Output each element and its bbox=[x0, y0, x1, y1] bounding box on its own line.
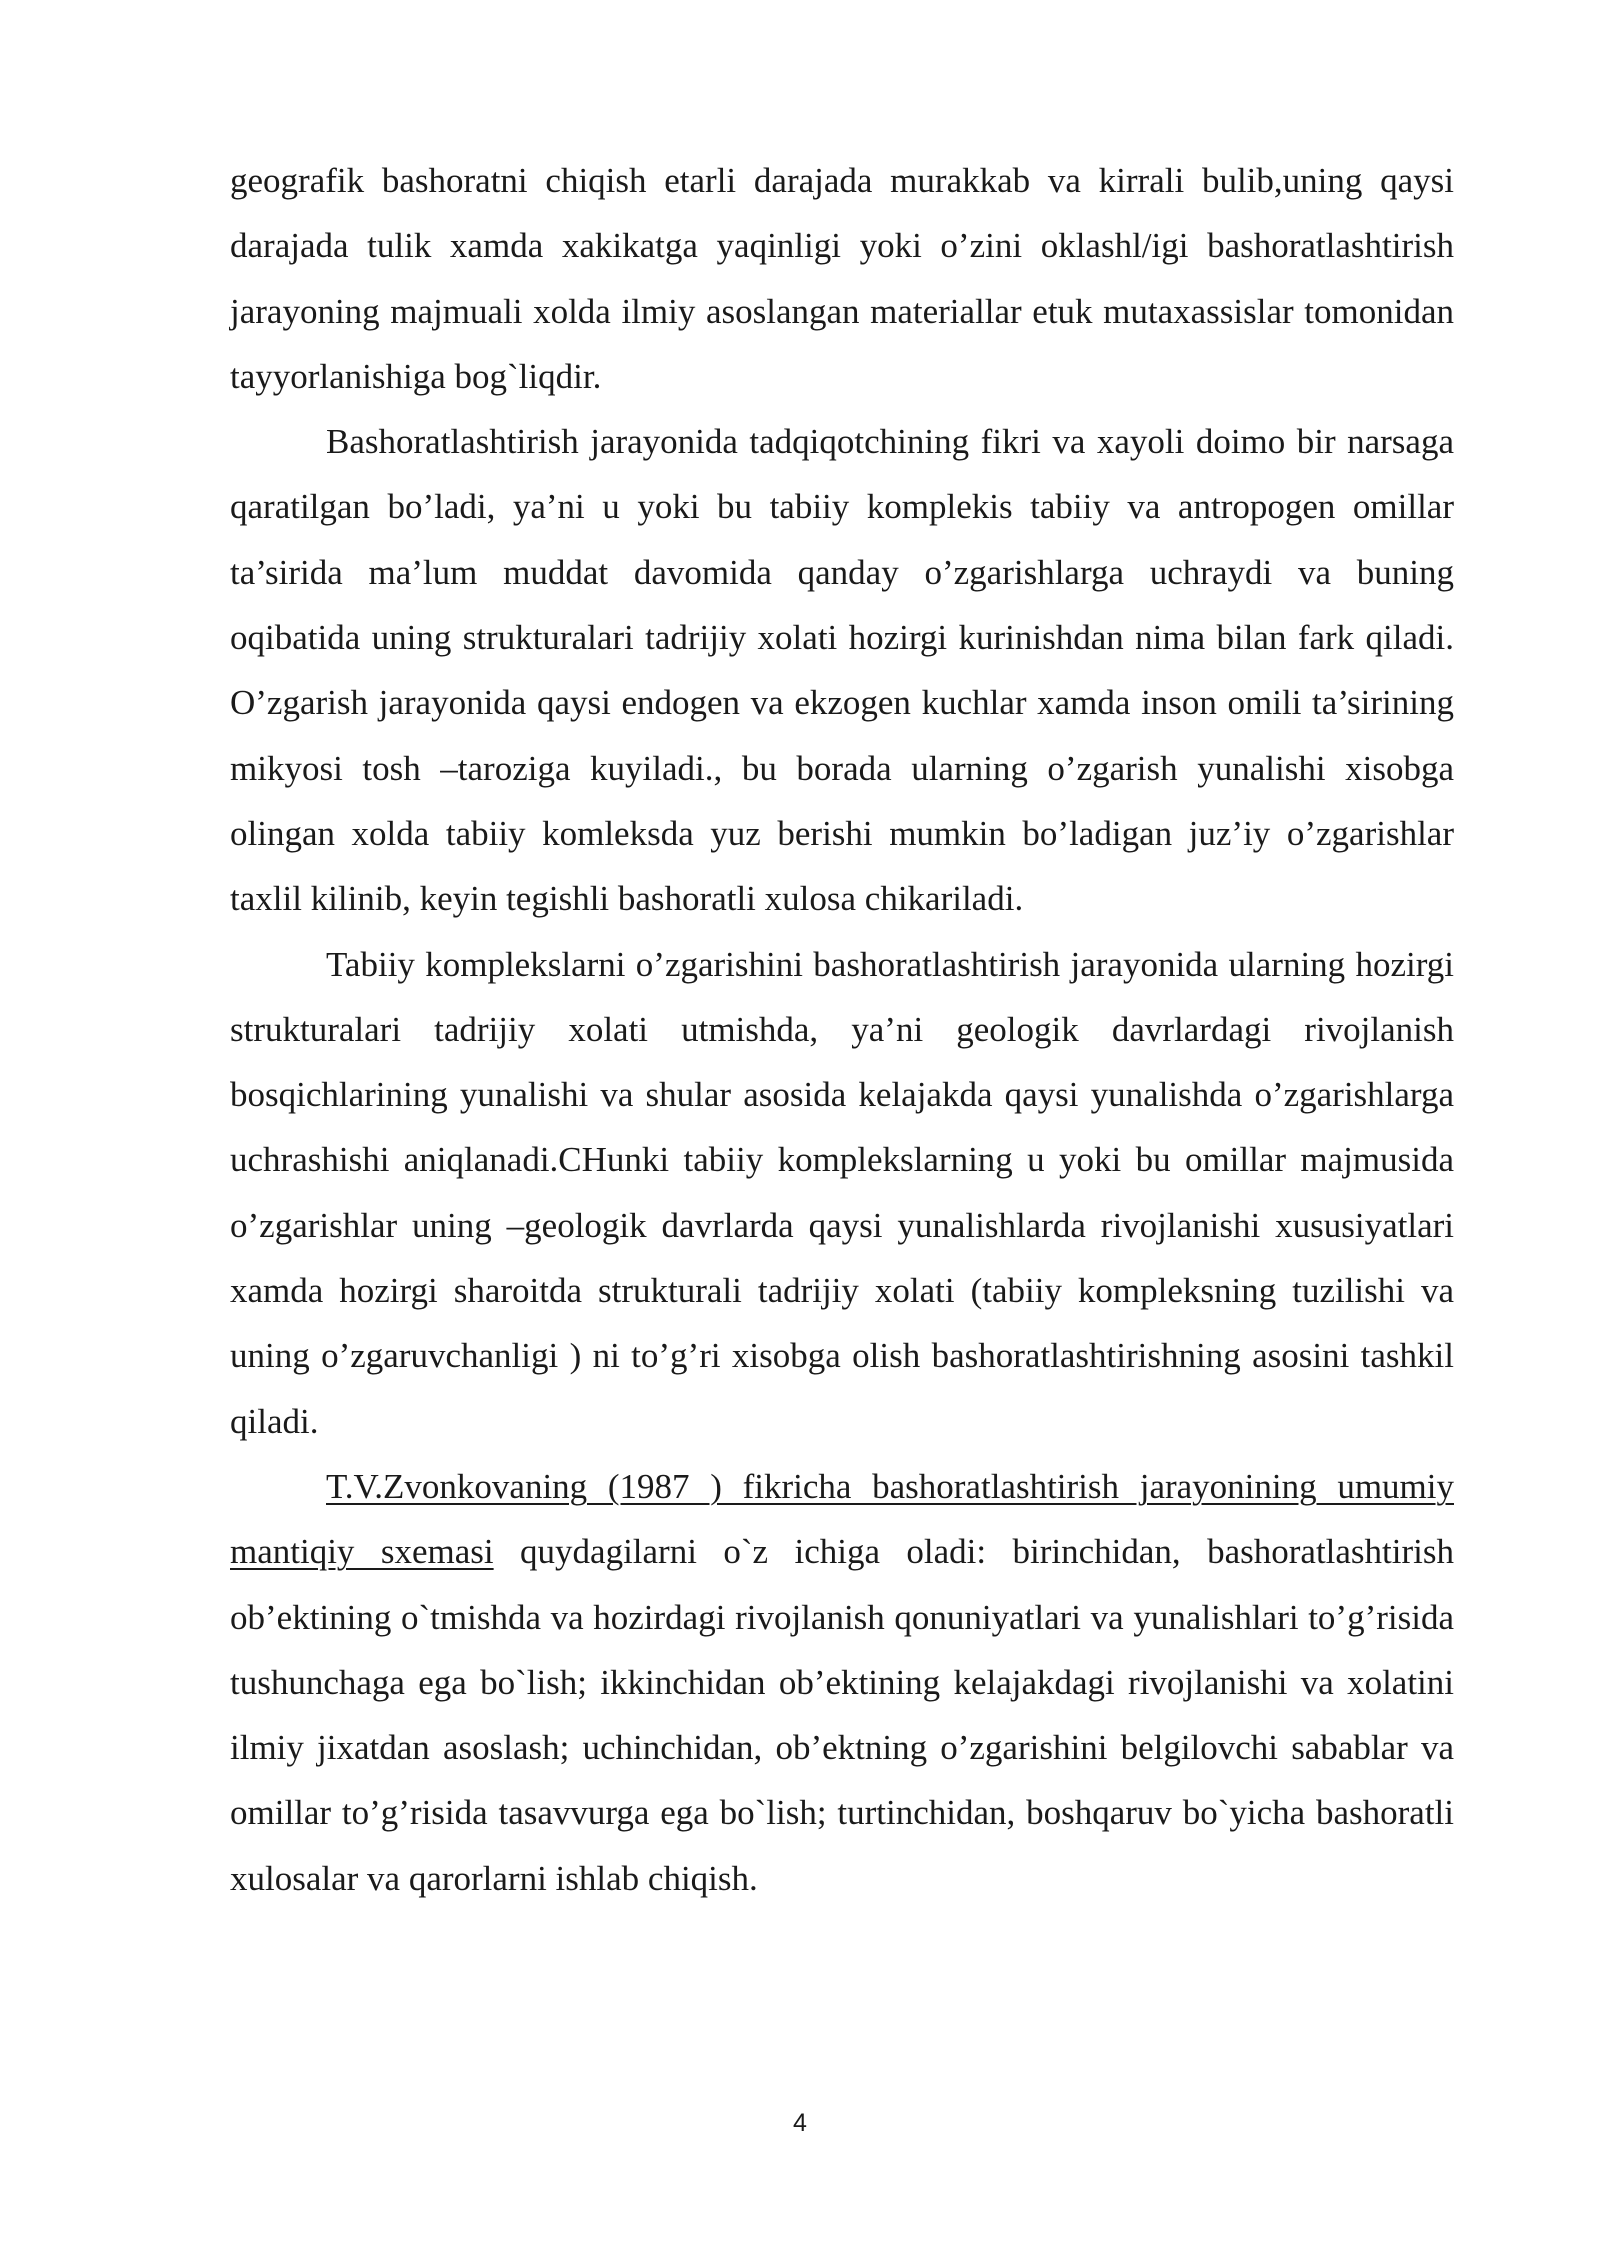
paragraph-3: Tabiiy komplekslarni o’zgarishini bashoratlashtirish jarayonida ularning hozirgi strukturalari tadrijiy xolati utmishda, ya’ni geologik davrlardagi rivojlanish bosqichlarining yunalishi va shular asosida kelajakda qaysi yunalishda o’zgarishlarga uchrashishi aniqlanadi.CHunki tabiiy komplekslarning u yoki bu omillar majmusida o’zgarishlar uning –geologik davrlarda qaysi yunalishlarda rivojlanishi xususiyatlari xamda hozirgi sharoitda strukturali tadrijiy xolati (tabiiy kompleksning tuzilishi va uning o’zgaruvchanligi ) ni to’g’ri xisobga olish bashoratlashtirishning asosini tashkil qiladi. bbox=[230, 944, 1454, 1441]
paragraph-4-text: quydagilarni o`z ichiga oladi: birinchidan, bashoratlashtirish ob’ektining o`tmishda va hozirdagi rivojlanish qonuniyatlari va yunalishlari to’g’risida tushunchaga ega bo`lish; ikkinchidan ob’ektining kelajakdagi rivojlanishi va xolatini ilmiy jixatdan asoslash; uchinchidan, ob’ektning o’zgarishini belgilovchi sabablar va omillar to’g’risida tasavvurga ega bo`lish; turtinchidan, boshqaruv bo`yicha bashoratli xulosalar va qarorlarni ishlab chiqish. bbox=[230, 1532, 1454, 1898]
paragraph-1: geografik bashoratni chiqish etarli darajada murakkab va kirrali bulib,uning qaysi darajada tulik xamda xakikatga yaqinligi yoki o’zini oklashl/igi bashoratlashtirish jarayoning majmuali xolda ilmiy asoslangan materiallar etuk mutaxassislar tomonidan tayyorlanishiga bog`liqdir. bbox=[230, 161, 1454, 396]
underlined-citation: T.V.Zvonkovaning (1987 ) fikricha bashoratlashtirish jarayonining umumiy mantiqiy sxemasi bbox=[230, 1466, 1454, 1572]
paragraph-2: Bashoratlashtirish jarayonida tadqiqotchining fikri va xayoli doimo bir narsaga qaratilgan bo’ladi, ya’ni u yoki bu tabiiy komplekis tabiiy va antropogen omillar ta’sirida ma’lum muddat davomida qanday o’zgarishlarga uchraydi va buning oqibatida uning strukturalari tadrijiy xolati hozirgi kurinishdan nima bilan fark qiladi. O’zgarish jarayonida qaysi endogen va ekzogen kuchlar xamda inson omili ta’sirining mikyosi tosh –taroziga kuyiladi., bu borada ularning o’zgarish yunalishi xisobga olingan xolda tabiiy komleksda yuz berishi mumkin bo’ladigan juz’iy o’zgarishlar taxlil kilinib, keyin tegishli bashoratli xulosa chikariladi. bbox=[230, 422, 1454, 919]
page-number: 4 bbox=[793, 2109, 807, 2137]
body-text bbox=[230, 148, 1454, 1911]
paragraph-4 bbox=[230, 1454, 1454, 1911]
